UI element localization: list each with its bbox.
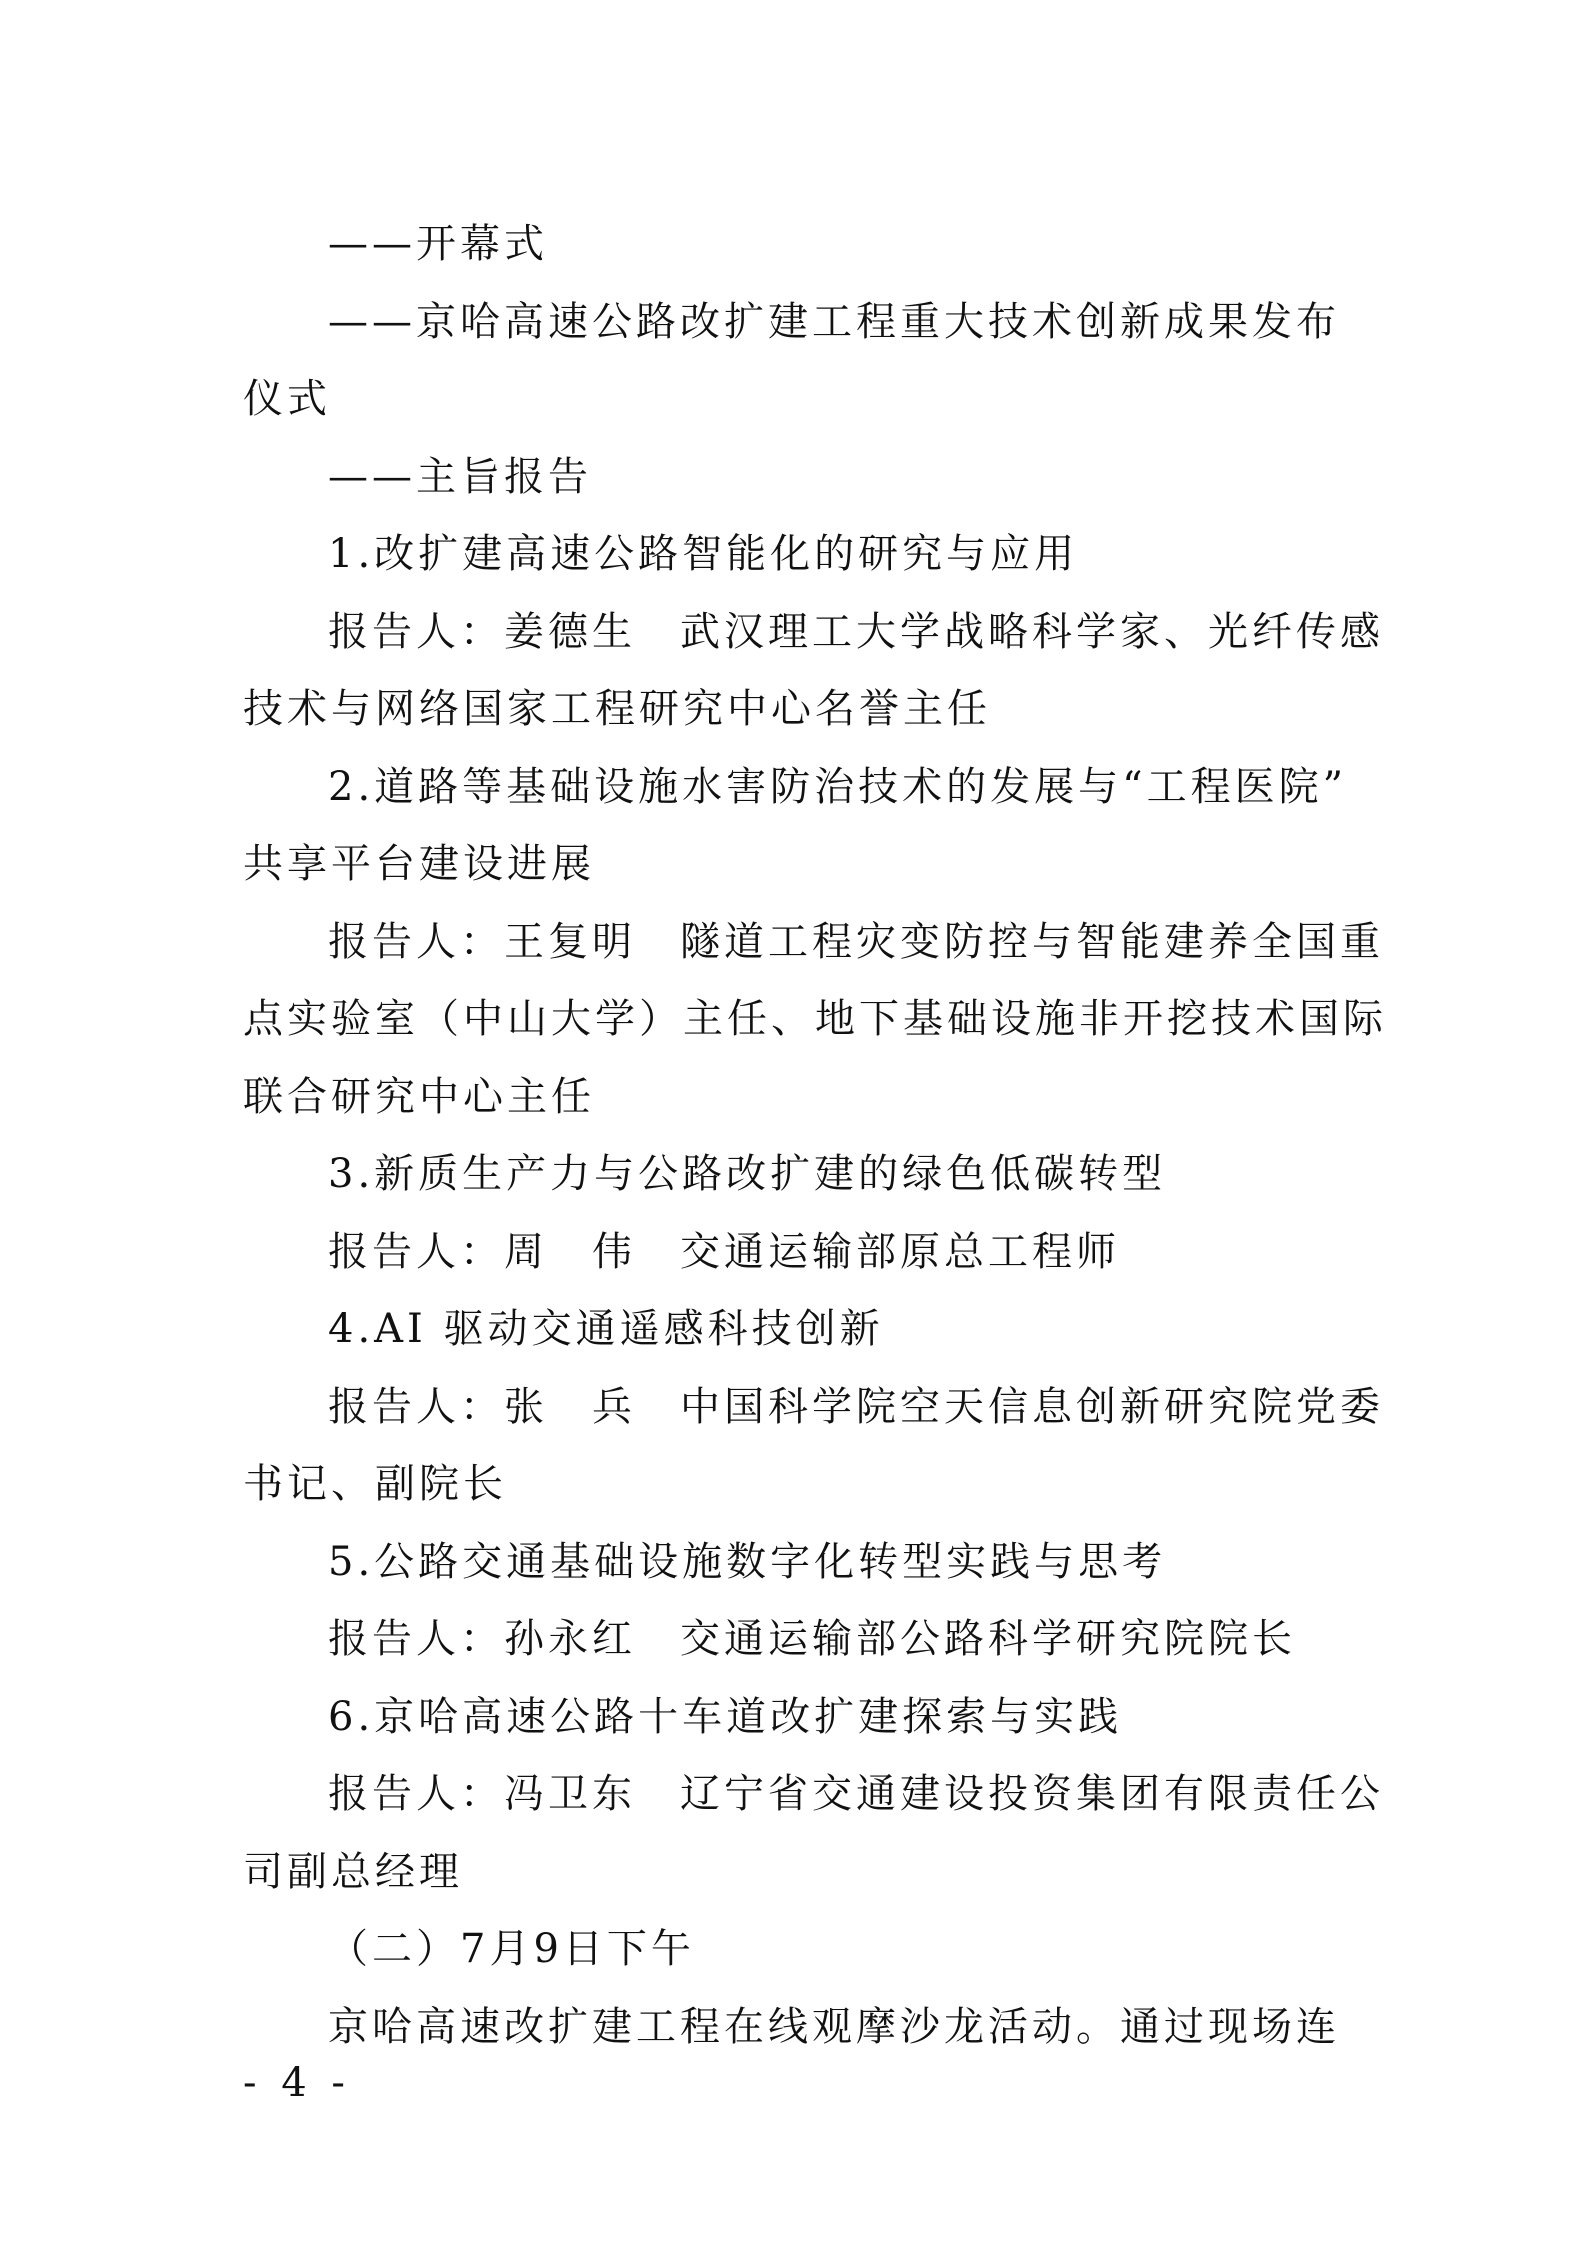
text-line: 京哈高速改扩建工程在线观摩沙龙活动。通过现场连	[328, 2003, 1340, 2050]
text-line: 书记、副院长	[243, 1461, 507, 1507]
text-line: ——主旨报告	[328, 453, 592, 500]
text-line: 2.道路等基础设施水害防治技术的发展与“工程医院”	[328, 763, 1348, 810]
text-line: 报告人：冯卫东 辽宁省交通建设投资集团有限责任公	[328, 1771, 1384, 1817]
text-line: 5.公路交通基础设施数字化转型实践与思考	[328, 1538, 1167, 1585]
text-line: 报告人：王复明 隧道工程灾变防控与智能建养全国重	[328, 918, 1384, 965]
text-line: 共享平台建设进展	[243, 841, 595, 887]
text-line: 仪式	[243, 376, 331, 422]
text-line: ——开幕式	[328, 221, 548, 267]
text-line: 1.改扩建高速公路智能化的研究与应用	[328, 531, 1079, 577]
text-line: 3.新质生产力与公路改扩建的绿色低碳转型	[328, 1151, 1167, 1197]
text-line: 报告人：姜德生 武汉理工大学战略科学家、光纤传感	[328, 608, 1384, 655]
document-body	[243, 206, 1387, 2066]
text-line: 技术与网络国家工程研究中心名誉主任	[243, 686, 991, 732]
text-line: 4.AI 驱动交通遥感科技创新	[328, 1306, 884, 1352]
text-line: 报告人：孙永红 交通运输部公路科学研究院院长	[328, 1616, 1296, 1662]
text-line: 报告人：张 兵 中国科学院空天信息创新研究院党委	[328, 1383, 1384, 1430]
page-number: - 4 -	[243, 2060, 351, 2106]
text-line: 司副总经理	[243, 1848, 463, 1895]
text-line: 联合研究中心主任	[243, 1073, 595, 1120]
text-line: 点实验室（中山大学）主任、地下基础设施非开挖技术国际	[243, 996, 1387, 1042]
text-line: 6.京哈高速公路十车道改扩建探索与实践	[328, 1693, 1123, 1740]
text-line: ——京哈高速公路改扩建工程重大技术创新成果发布	[328, 298, 1340, 345]
text-line: 报告人：周 伟 交通运输部原总工程师	[328, 1228, 1120, 1275]
text-line: （二）7月9日下午	[328, 1926, 695, 1972]
